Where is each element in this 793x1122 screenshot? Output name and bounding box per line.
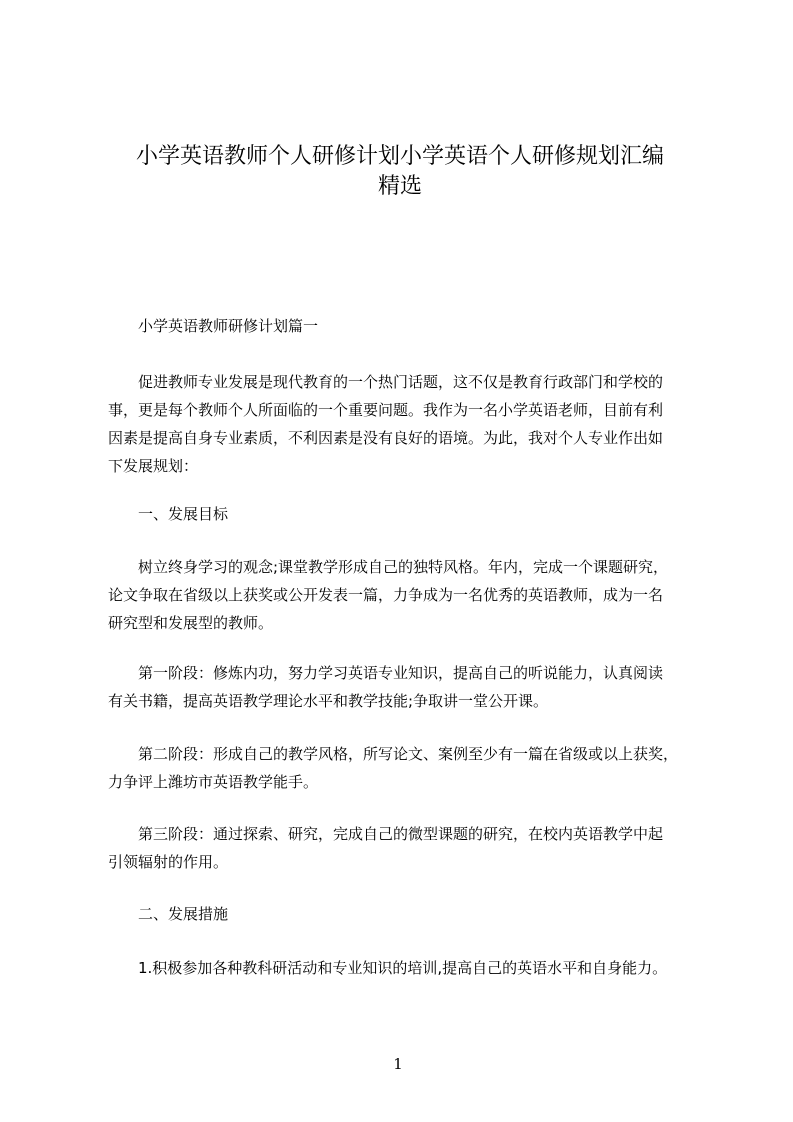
section-heading-measures [106, 900, 702, 928]
title-line-1: 小学英语教师个人研修计划小学英语个人研修规划汇编 [135, 144, 664, 169]
text-line: 引领辐射的作用。 [108, 853, 229, 871]
text-line: 树立终身学习的观念;课堂教学形成自己的独特风格。年内，完成一个课题研究， [138, 558, 669, 576]
text-line: 论文争取在省级以上获奖或公开发表一篇，力争成为一名优秀的英语教师，成为一名 [108, 586, 664, 604]
text-line: 研究型和发展型的教师。 [108, 614, 274, 632]
section-heading [106, 312, 702, 340]
text-line: 一、发展目标 [138, 505, 229, 523]
section-heading-goals [106, 500, 702, 528]
text-line: 力争评上潍坊市英语教学能手。 [108, 773, 319, 791]
text-line: 促进教师专业发展是现代教育的一个热门话题，这不仅是教育行政部门和学校的 [138, 373, 664, 391]
document-title [100, 142, 700, 202]
paragraph-measure-1 [106, 954, 702, 982]
text-line: 第三阶段：通过探索、研究，完成自己的微型课题的研究，在校内英语教学中起 [138, 825, 664, 843]
text-line: 1.积极参加各种教科研活动和专业知识的培训,提高自己的英语水平和自身能力。 [138, 959, 668, 977]
page-number: 1 [393, 1055, 403, 1073]
paragraph-intro [106, 368, 702, 480]
paragraph-stage-2 [106, 740, 702, 796]
title-line-2: 精选 [377, 174, 422, 199]
text-line: 下发展规划： [108, 457, 199, 475]
text-line: 小学英语教师研修计划篇一 [138, 317, 319, 335]
paragraph-goals [106, 553, 702, 637]
text-line: 事，更是每个教师个人所面临的一个重要问题。我作为一名小学英语老师，目前有利 [108, 401, 664, 419]
text-line: 第一阶段：修炼内功，努力学习英语专业知识，提高自己的听说能力，认真阅读 [138, 664, 664, 682]
text-line: 第二阶段：形成自己的教学风格，所写论文、案例至少有一篇在省级或以上获奖， [138, 745, 679, 763]
text-line: 有关书籍，提高英语教学理论水平和教学技能;争取讲一堂公开课。 [108, 692, 549, 710]
paragraph-stage-3 [106, 820, 702, 876]
text-line: 二、发展措施 [138, 905, 229, 923]
paragraph-stage-1 [106, 659, 702, 715]
text-line: 因素是提高自身专业素质，不利因素是没有良好的语境。为此，我对个人专业作出如 [108, 429, 664, 447]
